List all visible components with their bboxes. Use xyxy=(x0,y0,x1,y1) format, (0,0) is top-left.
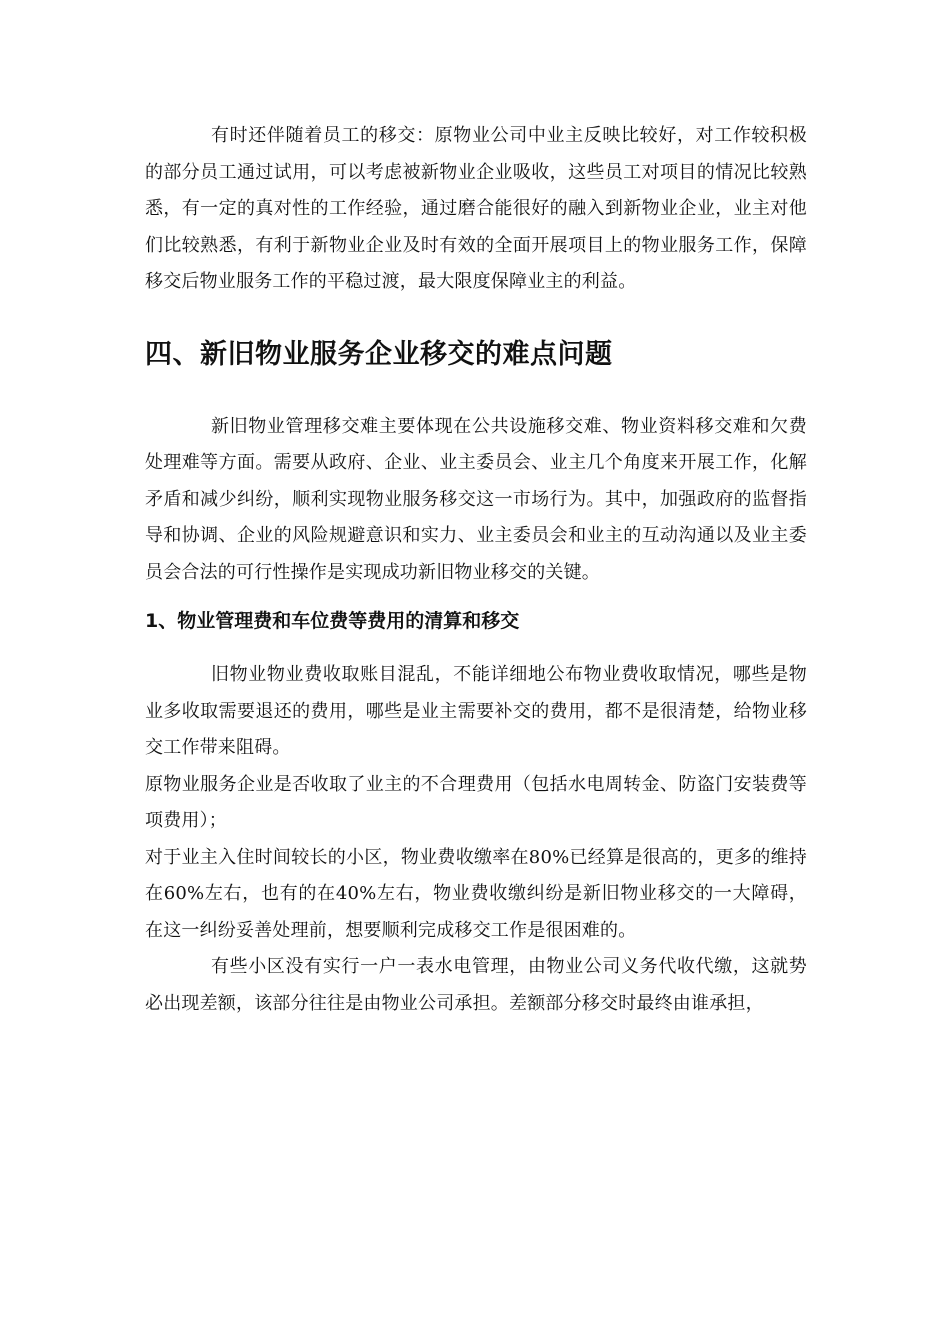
subheading-fee-settlement: 1、物业管理费和车位费等费用的清算和移交 xyxy=(145,610,520,632)
paragraph-fee-accounts: 旧物业物业费收取账目混乱，不能详细地公布物业费收取情况，哪些是物业多收取需要退还的费用，哪些是业主需要补交的费用，都不是很清楚，给物业移交工作带来阻碍。 xyxy=(145,664,807,758)
section-heading-difficulties: 四、新旧物业服务企业移交的难点问题 xyxy=(145,338,613,370)
paragraph-staff-transfer: 有时还伴随着员工的移交：原物业公司中业主反映比较好，对工作较积极的部分员工通过试用，可以考虑被新物业企业吸收，这些员工对项目的情况比较熟悉，有一定的真对性的工作经验，通过磨合能很好的融入到新物业企业，业主对他们比较熟悉，有利于新物业企业及时有效的全面开展项目上的物业服务工作，保障移交后物业服务工作的平稳过渡，最大限度保障业主的利益。 xyxy=(145,125,807,292)
paragraph-collection-rate: 对于业主入住时间较长的小区，物业费收缴率在80%已经算是很高的，更多的维持在60%左右，也有的在40%左右，物业费收缴纠纷是新旧物业移交的一大障碍，在这一纠纷妥善处理前，想要顺利完成移交工作是很困难的。 xyxy=(145,846,807,941)
paragraph-utility-difference: 有些小区没有实行一户一表水电管理，由物业公司义务代收代缴，这就势必出现差额，该部分往往是由物业公司承担。差额部分移交时最终由谁承担， xyxy=(145,956,807,1014)
document-page xyxy=(145,118,807,1022)
paragraph-difficulties-overview: 新旧物业管理移交难主要体现在公共设施移交难、物业资料移交难和欠费处理难等方面。需要从政府、企业、业主委员会、业主几个角度来开展工作，化解矛盾和减少纠纷，顺利实现物业服务移交这一市场行为。其中，加强政府的监督指导和协调、企业的风险规避意识和实力、业主委员会和业主的互动沟通以及业主委员会合法的可行性操作是实现成功新旧物业移交的关键。 xyxy=(145,415,807,583)
paragraph-unreasonable-fees: 原物业服务企业是否收取了业主的不合理费用（包括水电周转金、防盗门安装费等项费用）； xyxy=(145,773,807,831)
